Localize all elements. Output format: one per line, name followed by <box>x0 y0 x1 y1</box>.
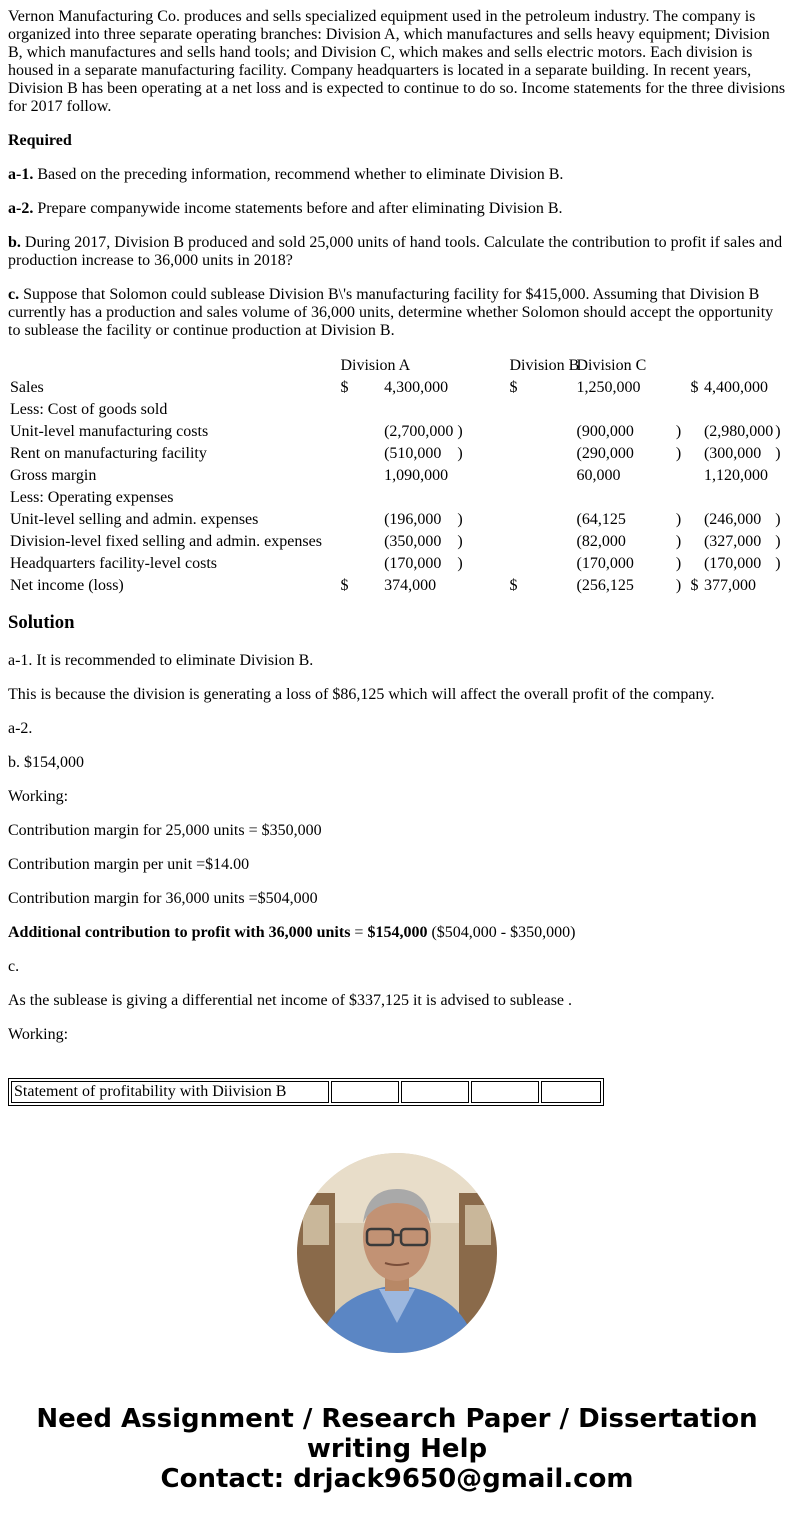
division-c-value <box>704 488 773 508</box>
division-a-currency <box>340 554 382 574</box>
division-b-paren <box>676 488 689 508</box>
required-heading: Required <box>8 132 72 149</box>
division-a-paren: ) <box>457 533 463 550</box>
division-a-currency <box>340 466 382 486</box>
header-division-c: Division C <box>576 357 647 374</box>
division-b-paren: ) <box>675 555 682 572</box>
answer-a1-reason: This is because the division is generating a loss of $86,125 which will affect the overall profit of the company. <box>8 686 715 703</box>
division-c-currency <box>690 554 702 574</box>
table-row <box>10 422 784 442</box>
division-b-paren: ) <box>675 533 682 550</box>
division-b-value: (170,000 <box>576 555 634 572</box>
document-body <box>8 8 786 1106</box>
division-b-paren <box>676 466 689 486</box>
answer-c: c. <box>8 958 20 975</box>
answer-a1: a-1. It is recommended to eliminate Division B. <box>8 652 314 669</box>
working-label: Working: <box>8 788 69 805</box>
division-b-currency <box>510 466 575 486</box>
working-label-2: Working: <box>8 1026 69 1043</box>
division-b-currency <box>510 532 575 552</box>
division-c-paren <box>775 466 784 486</box>
division-c-currency <box>690 444 702 464</box>
division-c-paren <box>775 576 784 596</box>
question-a2: a-2. Prepare companywide income statements before and after eliminating Division B. <box>8 200 563 217</box>
answer-b: b. $154,000 <box>8 754 84 771</box>
division-c-value: (170,000 <box>703 555 762 572</box>
question-b: b. During 2017, Division B produced and sold 25,000 units of hand tools. Calculate the contribution to profit if sales and production increase to 36,000 units in 2018? <box>8 234 783 269</box>
division-c-paren: ) <box>775 533 781 550</box>
division-a-value: (170,000 <box>384 555 442 572</box>
division-a-value: 374,000 <box>384 577 437 594</box>
division-c-currency: $ <box>690 379 699 396</box>
division-c-currency <box>690 466 702 486</box>
division-b-value <box>577 488 674 508</box>
banner-contact: Contact: drjack9650@gmail.com <box>160 1464 634 1494</box>
answer-c-text: As the sublease is giving a differential net income of $337,125 it is advised to sublease . <box>8 992 573 1009</box>
division-a-value: (196,000 <box>384 511 442 528</box>
division-a-currency: $ <box>340 379 349 396</box>
division-c-value: 4,400,000 <box>703 379 768 396</box>
table-row <box>10 554 784 574</box>
division-a-paren <box>457 466 507 486</box>
table-row <box>10 576 784 596</box>
division-c-currency: $ <box>690 577 699 594</box>
row-label: Division-level fixed selling and admin. expenses <box>10 533 322 550</box>
division-b-paren: ) <box>675 445 682 462</box>
division-b-paren <box>676 378 689 398</box>
division-b-value: 1,250,000 <box>576 379 641 396</box>
division-c-value: (327,000 <box>703 533 762 550</box>
division-b-paren: ) <box>675 511 682 528</box>
division-b-currency <box>510 422 575 442</box>
division-a-value: (350,000 <box>384 533 442 550</box>
row-label: Rent on manufacturing facility <box>10 445 207 462</box>
row-label: Gross margin <box>10 467 97 484</box>
header-division-b: Division B <box>509 357 580 374</box>
income-statement-table <box>8 354 786 598</box>
question-c: c. Suppose that Solomon could sublease Division B\'s manufacturing facility for $415,000. Assuming that Division B currently has a production and sales volume of 36,000 units, determine whether Solomon should accept the opportunity to sublease the facility or continue production at Division B. <box>8 286 774 339</box>
division-a-currency <box>340 510 382 530</box>
row-label: Unit-level selling and admin. expenses <box>10 511 259 528</box>
division-a-value: (510,000 <box>384 445 442 462</box>
solution-heading: Solution <box>8 612 75 633</box>
division-c-value <box>704 400 773 420</box>
division-c-paren: ) <box>775 445 781 462</box>
additional-contribution: Additional contribution to profit with 36,000 units = $154,000 ($504,000 - $350,000) <box>8 924 576 941</box>
division-b-value: (900,000 <box>576 423 634 440</box>
division-a-paren <box>457 488 507 508</box>
row-label: Sales <box>10 379 44 396</box>
division-c-value: 1,120,000 <box>703 467 768 484</box>
division-b-currency <box>510 444 575 464</box>
division-a-value <box>384 400 455 420</box>
division-a-paren: ) <box>457 445 463 462</box>
division-c-currency <box>690 532 702 552</box>
division-b-value <box>577 400 674 420</box>
division-b-value: (256,125 <box>576 577 634 594</box>
division-a-paren <box>457 576 507 596</box>
division-b-value: (64,125 <box>576 511 626 528</box>
row-label: Headquarters facility-level costs <box>10 555 218 572</box>
table-row <box>10 532 784 552</box>
division-b-paren <box>676 400 689 420</box>
row-label: Less: Cost of goods sold <box>10 401 168 418</box>
header-division-a: Division A <box>340 357 411 374</box>
division-c-currency <box>690 400 702 420</box>
row-label: Net income (loss) <box>10 577 124 594</box>
cm-per-unit: Contribution margin per unit =$14.00 <box>8 856 250 873</box>
table-row <box>10 488 784 508</box>
division-c-paren <box>775 378 784 398</box>
table-row <box>10 510 784 530</box>
division-c-currency <box>690 510 702 530</box>
division-c-value: 377,000 <box>703 577 756 594</box>
division-a-paren: ) <box>457 511 463 528</box>
division-b-value: (290,000 <box>576 445 634 462</box>
cm-25000: Contribution margin for 25,000 units = $350,000 <box>8 822 322 839</box>
division-a-value: (2,700,000 <box>384 423 454 440</box>
intro-paragraph: Vernon Manufacturing Co. produces and sells specialized equipment used in the petroleum industry. The company is organized into three separate operating branches: Division A, which manufactures and sells heavy equipment; Division B, which manufactures and sells hand tools; and Division C, which makes and sells electric motors. Each division is housed in a separate manufacturing facility. Company headquarters is located in a separate building. In recent years, Division B has been operating at a net loss and is expected to continue to do so. Income statements for the three divisions for 2017 follow. <box>8 8 786 115</box>
row-label: Less: Operating expenses <box>10 489 174 506</box>
division-a-paren: ) <box>457 555 463 572</box>
division-a-value <box>384 488 455 508</box>
cm-36000: Contribution margin for 36,000 units =$504,000 <box>8 890 318 907</box>
table-row <box>10 466 784 486</box>
answer-a2: a-2. <box>8 720 33 737</box>
division-b-currency <box>510 510 575 530</box>
profitability-title: Statement of profitability with Diivision B <box>11 1081 329 1103</box>
division-c-value: (246,000 <box>703 511 762 528</box>
division-c-paren <box>775 400 784 420</box>
division-a-currency: $ <box>340 577 349 594</box>
division-b-value: 60,000 <box>576 467 621 484</box>
division-c-paren: ) <box>775 423 781 440</box>
banner-line-2: writing Help <box>306 1434 488 1464</box>
table-row <box>10 378 784 398</box>
division-a-currency <box>340 422 382 442</box>
division-b-currency <box>510 488 575 508</box>
division-b-currency: $ <box>509 379 518 396</box>
division-a-paren <box>457 400 507 420</box>
division-a-currency <box>340 444 382 464</box>
division-a-currency <box>340 488 382 508</box>
division-b-currency: $ <box>509 577 518 594</box>
banner-line-1: Need Assignment / Research Paper / Dissertation <box>36 1404 758 1434</box>
table-row <box>10 444 784 464</box>
division-b-currency <box>510 554 575 574</box>
division-a-currency <box>340 532 382 552</box>
division-c-value: (2,980,000 <box>703 423 774 440</box>
help-banner <box>0 1404 794 1494</box>
division-b-paren: ) <box>675 423 682 440</box>
division-c-paren <box>775 488 784 508</box>
author-photo <box>297 1153 497 1353</box>
table-row <box>10 400 784 420</box>
division-b-paren: ) <box>675 577 682 594</box>
table-header-row <box>10 356 784 376</box>
division-a-value: 1,090,000 <box>384 467 449 484</box>
division-b-currency <box>510 400 575 420</box>
division-c-value: (300,000 <box>703 445 762 462</box>
table-row <box>11 1081 601 1103</box>
division-c-paren: ) <box>775 511 781 528</box>
profitability-table <box>8 1078 604 1106</box>
division-c-currency <box>690 488 702 508</box>
division-a-paren: ) <box>457 423 463 440</box>
division-b-value: (82,000 <box>576 533 626 550</box>
division-a-currency <box>340 400 382 420</box>
question-a1: a-1. Based on the preceding information, recommend whether to eliminate Division B. <box>8 166 564 183</box>
division-a-value: 4,300,000 <box>384 379 449 396</box>
division-a-paren <box>457 378 507 398</box>
division-c-currency <box>690 422 702 442</box>
division-c-paren: ) <box>775 555 781 572</box>
row-label: Unit-level manufacturing costs <box>10 423 209 440</box>
